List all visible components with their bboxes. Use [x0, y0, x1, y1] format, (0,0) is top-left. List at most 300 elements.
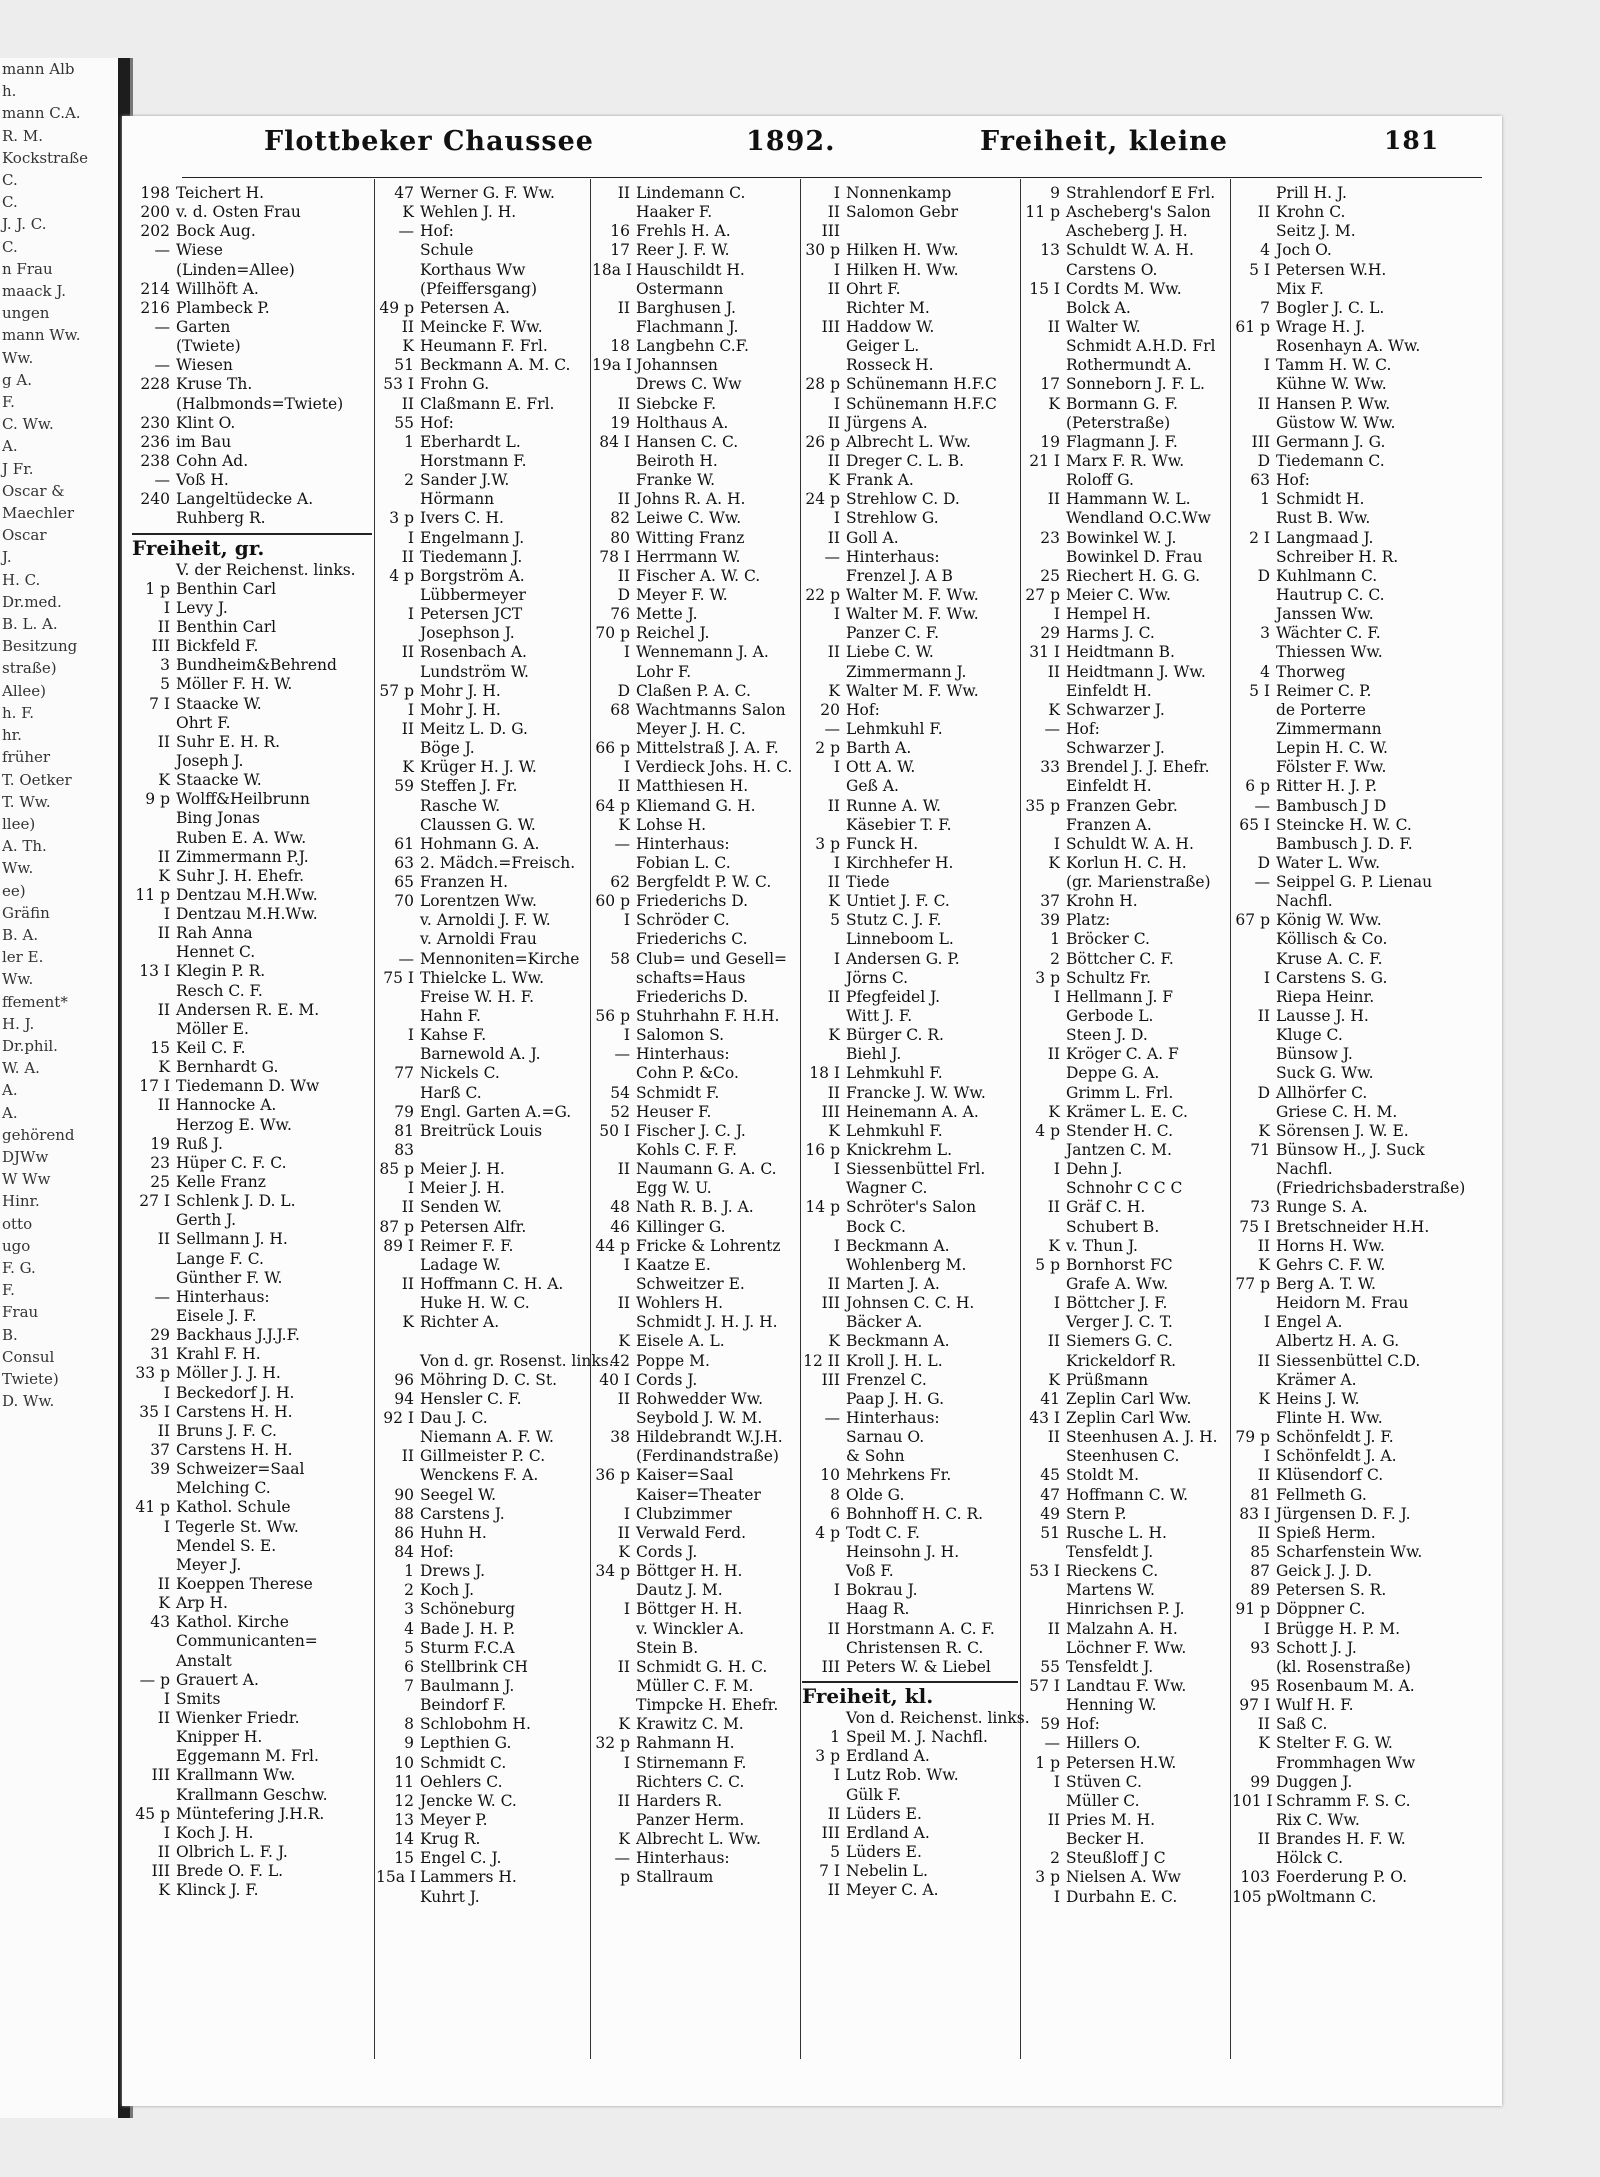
directory-entry [1022, 624, 1228, 643]
resident-name: Schünemann H.F.C [846, 394, 997, 413]
resident-name: Petersen W.H. [1276, 260, 1387, 279]
house-number: II [157, 732, 170, 751]
resident-name: Hoffmann C. W. [1066, 1485, 1189, 1504]
edge-fragment: hr. [2, 726, 22, 745]
directory-entry [592, 1677, 798, 1696]
house-number: 56 p [595, 1007, 630, 1026]
house-number [132, 982, 176, 1001]
resident-name: Prüßmann [1066, 1370, 1149, 1389]
resident-name: Böttcher J. F. [1066, 1294, 1168, 1313]
directory-entry [1232, 969, 1494, 988]
directory-entry [1232, 1141, 1494, 1160]
house-number [592, 988, 636, 1007]
directory-entry [802, 1256, 1018, 1275]
directory-entry [802, 854, 1018, 873]
directory-entry [1022, 1064, 1228, 1083]
house-number [592, 720, 636, 739]
directory-entry [592, 222, 798, 241]
house-number: II [1047, 1332, 1060, 1351]
directory-entry [132, 1728, 372, 1747]
directory-entry [376, 261, 588, 280]
house-number: 216 [140, 298, 170, 317]
house-number: II [1257, 1466, 1270, 1485]
house-number: II [617, 298, 630, 317]
resident-name: Zimmermann P.J. [176, 847, 309, 866]
house-number: 39 [1040, 911, 1060, 930]
house-number: 57 p [379, 681, 414, 700]
house-number [802, 1179, 846, 1198]
house-number: 6 [404, 1657, 414, 1676]
house-number: 38 [610, 1428, 630, 1447]
directory-entry [132, 733, 372, 752]
house-number: — [398, 949, 414, 968]
house-number: 15 [394, 1849, 414, 1868]
house-number [592, 280, 636, 299]
house-number: III [821, 1370, 840, 1389]
resident-name: Dau J. C. [420, 1409, 488, 1427]
house-number: 7 I [149, 694, 170, 713]
directory-entry [132, 1364, 372, 1383]
directory-entry [1232, 1849, 1494, 1868]
edge-fragment: J. [2, 548, 12, 567]
edge-fragment: R. M. [2, 126, 43, 145]
resident-name: Stutz C. J. F. [846, 911, 942, 930]
house-number: 78 I [599, 547, 630, 566]
resident-name: Tiede [846, 873, 890, 892]
directory-entry [1232, 1064, 1494, 1083]
directory-entry [592, 988, 798, 1007]
resident-name: Grimm L. Frl. [1066, 1083, 1174, 1102]
resident-name: Barghusen J. [636, 298, 736, 317]
resident-name: Biehl J. [846, 1045, 902, 1064]
resident-name: Janssen Ww. [1276, 605, 1374, 624]
edge-fragment: ler E. [2, 948, 44, 967]
house-number [376, 1428, 420, 1447]
directory-entry [132, 375, 372, 394]
directory-entry [132, 943, 372, 962]
resident-name: Hof: [1276, 471, 1310, 490]
house-number: 9 [1050, 184, 1060, 202]
directory-entry [376, 1677, 588, 1696]
directory-entry [376, 1562, 588, 1581]
resident-name: Tiedemann C. [1276, 451, 1385, 470]
edge-fragment: Frau [2, 1303, 39, 1322]
resident-name: Siessenbüttel Frl. [846, 1160, 986, 1179]
directory-entry [1232, 1313, 1494, 1332]
house-number: 1 p [1035, 1753, 1060, 1772]
directory-entry [376, 854, 588, 873]
house-number: II [1047, 1198, 1060, 1217]
directory-entry [132, 1881, 372, 1900]
house-number [376, 1466, 420, 1485]
resident-name: Kröger C. A. F [1066, 1045, 1179, 1064]
house-number [802, 1447, 846, 1466]
house-number [376, 1294, 420, 1313]
house-number [1232, 1103, 1276, 1122]
house-number [1022, 261, 1066, 280]
resident-name: Bock Aug. [176, 222, 256, 241]
house-number [1232, 1658, 1276, 1677]
house-number [132, 1211, 176, 1230]
edge-fragment: h. [2, 82, 17, 101]
header-year: 1892. [746, 126, 836, 157]
house-number: II [401, 1447, 414, 1466]
house-number [376, 280, 420, 299]
house-number: 1 [1260, 490, 1270, 509]
directory-entry [132, 490, 372, 509]
resident-name: Club= und Gesell= [636, 949, 788, 968]
resident-name: Franzen H. [420, 873, 509, 892]
directory-entry [1232, 261, 1494, 280]
directory-entry [1022, 1198, 1228, 1217]
edge-fragment: mann C.A. [2, 104, 81, 123]
resident-name: Haaker F. [636, 203, 713, 222]
house-number [1232, 1179, 1276, 1198]
directory-entry [1022, 1409, 1228, 1428]
directory-entry [802, 624, 1018, 643]
resident-name: Geiger L. [846, 337, 920, 356]
house-number: D [1257, 566, 1270, 585]
house-number: I [1053, 834, 1060, 853]
edge-fragment: C. [2, 193, 18, 212]
resident-name: Langeltüdecke A. [176, 490, 314, 509]
directory-entry [592, 1658, 798, 1677]
resident-name: v. d. Osten Frau [176, 203, 301, 222]
house-number: — [154, 317, 170, 336]
directory-entry [132, 1096, 372, 1115]
directory-entry [802, 471, 1018, 490]
resident-name: Runne A. W. [846, 796, 941, 815]
edge-fragment: mann Alb [2, 60, 75, 78]
directory-entry [802, 1620, 1018, 1639]
directory-entry [1232, 433, 1494, 452]
directory-entry [802, 643, 1018, 662]
resident-name: Joseph J. [176, 751, 244, 770]
resident-name: Flinte H. Ww. [1276, 1409, 1383, 1427]
resident-name: Bokrau J. [846, 1581, 918, 1600]
directory-entry [132, 675, 372, 694]
directory-entry [802, 930, 1018, 949]
resident-name: Carstens J. [420, 1504, 505, 1523]
resident-name: Holthaus A. [636, 413, 729, 432]
resident-name: Schott J. J. [1276, 1638, 1357, 1657]
directory-entry [802, 605, 1018, 624]
directory-entry [1022, 1390, 1228, 1409]
resident-name: Oehlers C. [420, 1772, 503, 1791]
house-number: 94 [394, 1389, 414, 1408]
resident-name: Heidorn M. Frau [1276, 1294, 1409, 1313]
house-number [132, 1786, 176, 1805]
house-number: K [828, 1332, 840, 1351]
directory-entry [802, 1141, 1018, 1160]
house-number: I [407, 700, 414, 719]
house-number [1232, 1332, 1276, 1351]
directory-entry [1232, 471, 1494, 490]
house-number: II [1047, 1428, 1060, 1447]
directory-entry [132, 203, 372, 222]
resident-name: Beindorf F. [420, 1696, 507, 1715]
directory-entry [592, 720, 798, 739]
edge-fragment: F. [2, 1281, 15, 1300]
directory-entry [802, 720, 1018, 739]
directory-entry [1022, 1084, 1228, 1103]
directory-entry [1022, 1103, 1228, 1122]
resident-name: Brede O. F. L. [176, 1862, 284, 1881]
directory-entry [132, 1537, 372, 1556]
house-number [376, 1045, 420, 1064]
resident-name: Wenckens F. A. [420, 1466, 539, 1485]
resident-name: Malzahn A. H. [1066, 1619, 1178, 1638]
house-number: K [1048, 394, 1060, 413]
resident-name: Todt C. F. [846, 1523, 920, 1542]
resident-name: Nebelin L. [846, 1862, 928, 1881]
directory-entry [802, 1084, 1018, 1103]
directory-entry [1232, 682, 1494, 701]
directory-entry [376, 471, 588, 490]
house-number: 95 [1250, 1676, 1270, 1695]
directory-entry [132, 618, 372, 637]
directory-entry [592, 873, 798, 892]
resident-name: Müller C. F. M. [636, 1676, 754, 1695]
house-number: 31 I [1029, 643, 1060, 662]
house-number [132, 1632, 176, 1651]
resident-name: Hof: [420, 413, 454, 432]
house-number [1022, 1352, 1066, 1371]
resident-name: Knickrehm L. [846, 1141, 953, 1160]
directory-entry [802, 969, 1018, 988]
resident-name: Schönfeldt J. F. [1276, 1428, 1394, 1447]
resident-name: Drews C. Ww [636, 375, 742, 394]
house-number [802, 567, 846, 586]
directory-entry [592, 701, 798, 720]
directory-entry [1022, 1505, 1228, 1524]
house-number: D [1257, 1083, 1270, 1102]
house-number: 61 [394, 834, 414, 853]
resident-name: Lüders E. [846, 1842, 922, 1861]
directory-entry [1022, 280, 1228, 299]
resident-name: Benthin Carl [176, 617, 277, 636]
house-number: 1 p [145, 579, 170, 598]
edge-fragment: h. F. [2, 703, 35, 722]
resident-name: König W. Ww. [1276, 911, 1382, 930]
resident-name: Wiese [176, 241, 223, 260]
resident-name: Meier C. Ww. [1066, 585, 1171, 604]
directory-entry [132, 1805, 372, 1824]
house-number: 20 [820, 700, 840, 719]
directory-entry [132, 471, 372, 490]
resident-name: Salomon S. [636, 1026, 725, 1045]
directory-entry [132, 414, 372, 433]
resident-name: Brendel J. J. Ehefr. [1066, 758, 1210, 777]
resident-name: Albrecht L. Ww. [846, 432, 971, 451]
resident-name: Thorweg [1276, 662, 1346, 681]
resident-name: Sarnau O. [846, 1428, 925, 1447]
directory-entry [1232, 1658, 1494, 1677]
resident-name: schafts=Haus [636, 968, 746, 987]
directory-entry [1232, 414, 1494, 433]
resident-name: v. Arnoldi Frau [420, 930, 537, 949]
house-number [376, 452, 420, 471]
resident-name: Hinterhaus: [176, 1287, 270, 1306]
resident-name: Zimmermann J. [846, 662, 967, 681]
edge-fragment: Consul [2, 1347, 55, 1366]
resident-name: Meier J. H. [420, 1179, 505, 1198]
resident-name: Schreiber H. R. [1276, 547, 1399, 566]
resident-name: Hinterhaus: [846, 1409, 940, 1427]
house-number: I [163, 1689, 170, 1708]
resident-name: Wolff&Heilbrunn [176, 790, 310, 809]
directory-entry [1232, 337, 1494, 356]
directory-entry [592, 1313, 798, 1332]
resident-name: Sander J.W. [420, 471, 510, 490]
resident-name: Müller C. [1066, 1791, 1140, 1810]
directory-entry [1232, 777, 1494, 796]
house-number: 64 p [595, 796, 630, 815]
directory-entry [132, 1709, 372, 1728]
directory-entry [802, 1390, 1018, 1409]
resident-name: Hörmann [420, 490, 495, 509]
directory-entry [376, 1122, 588, 1141]
resident-name: Krämer A. [1276, 1370, 1357, 1389]
house-number [592, 1313, 636, 1332]
resident-name: Baulmann J. [420, 1676, 515, 1695]
house-number [376, 490, 420, 509]
house-number [132, 395, 176, 414]
house-number: 27 I [139, 1192, 170, 1211]
directory-entry [592, 1811, 798, 1830]
directory-entry [802, 490, 1018, 509]
house-number: 58 [610, 949, 630, 968]
resident-name: 2. Mädch.=Freisch. [420, 853, 576, 872]
resident-name: Schwarzer J. [1066, 739, 1165, 758]
directory-entry [802, 261, 1018, 280]
directory-entry [1022, 1007, 1228, 1026]
resident-name: Verdieck Johs. H. C. [636, 758, 793, 777]
house-number [802, 1639, 846, 1658]
directory-entry [592, 1734, 798, 1753]
house-number: II [1047, 1619, 1060, 1638]
resident-name: Suhr J. H. Ehefr. [176, 866, 304, 885]
directory-entry [376, 280, 588, 299]
resident-name: Cohn P. &Co. [636, 1064, 739, 1083]
house-number: I [407, 1179, 414, 1198]
house-number: I [833, 1581, 840, 1600]
resident-name: Fischer A. W. C. [636, 566, 761, 585]
directory-entry [1232, 1218, 1494, 1237]
house-number [132, 1479, 176, 1498]
house-number: D [617, 681, 630, 700]
resident-name: Francke J. W. Ww. [846, 1083, 986, 1102]
directory-entry [376, 969, 588, 988]
house-number [802, 356, 846, 375]
house-number: 75 I [1239, 1217, 1270, 1236]
house-number: 2 [1050, 949, 1060, 968]
resident-name: Rosenbaum M. A. [1276, 1676, 1415, 1695]
edge-fragment: Ww. [2, 970, 34, 989]
directory-entry [1232, 1026, 1494, 1045]
resident-name: Kühne W. Ww. [1276, 375, 1387, 394]
directory-entry [592, 1543, 798, 1562]
directory-entry [376, 529, 588, 548]
house-number: 41 [1040, 1389, 1060, 1408]
directory-entry [592, 624, 798, 643]
resident-name: Bünsow H., J. Suck [1276, 1141, 1425, 1160]
resident-name: Lepin H. C. W. [1276, 739, 1388, 758]
resident-name: Duggen J. [1276, 1772, 1353, 1791]
house-number: II [617, 1523, 630, 1542]
resident-name: Strehlow C. D. [846, 490, 960, 509]
house-number: II [401, 317, 414, 336]
house-number: 22 p [805, 585, 840, 604]
edge-fragment: Maechler [2, 504, 75, 523]
house-number: 37 [1040, 892, 1060, 911]
directory-entry [802, 1639, 1018, 1658]
resident-name: Runge S. A. [1276, 1198, 1368, 1217]
resident-name: Heinemann A. A. [846, 1102, 979, 1121]
resident-name: Petersen A. [420, 298, 510, 317]
house-number [376, 1084, 420, 1103]
directory-entry [1022, 758, 1228, 777]
directory-entry [376, 950, 588, 969]
house-number: K [618, 1715, 630, 1734]
resident-name: Werner G. F. Ww. [420, 184, 555, 202]
directory-entry [1022, 988, 1228, 1007]
resident-name: Heins J. W. [1276, 1389, 1360, 1408]
house-number: II [617, 184, 630, 202]
directory-entry [592, 1294, 798, 1313]
resident-name: Bowinkel W. J. [1066, 528, 1177, 547]
resident-name: (Ferdinandstraße) [636, 1447, 779, 1466]
directory-entry [132, 1192, 372, 1211]
resident-name: Liebe C. W. [846, 643, 934, 662]
resident-name: Kluge C. [1276, 1026, 1343, 1045]
house-number [376, 586, 420, 605]
resident-name: Petersen S. R. [1276, 1581, 1387, 1600]
directory-entry [1022, 337, 1228, 356]
resident-name: Bretschneider H.H. [1276, 1217, 1430, 1236]
resident-name: Eberhardt L. [420, 432, 521, 451]
directory-entry [592, 1773, 798, 1792]
house-number: 5 p [1035, 1255, 1060, 1274]
house-number: 89 I [383, 1236, 414, 1255]
resident-name [420, 1141, 588, 1160]
resident-name: Krämer L. E. C. [1066, 1102, 1188, 1121]
directory-entry [376, 1811, 588, 1830]
resident-name: Langbehn C.F. [636, 337, 749, 356]
directory-entry [802, 414, 1018, 433]
house-number [802, 1256, 846, 1275]
house-number [802, 1045, 846, 1064]
house-number: I [1263, 356, 1270, 375]
house-number: II [827, 279, 840, 298]
house-number [1022, 1830, 1066, 1849]
resident-name: Frenzel C. [846, 1370, 927, 1389]
resident-name: Wachtmanns Salon [636, 700, 786, 719]
resident-name: Langmaad J. [1276, 528, 1374, 547]
directory-entry [592, 1600, 798, 1619]
resident-name: Lepthien G. [420, 1734, 512, 1753]
house-number [1022, 1141, 1066, 1160]
resident-name: Pfegfeidel J. [846, 987, 941, 1006]
directory-entry [592, 930, 798, 949]
resident-name: Schmidt H. [1276, 490, 1365, 509]
resident-name: Water L. Ww. [1276, 853, 1380, 872]
resident-name: Kuhrt J. [420, 1887, 480, 1906]
directory-entry [802, 1237, 1018, 1256]
resident-name: Bürger C. R. [846, 1026, 944, 1045]
directory-entry [132, 1613, 372, 1632]
resident-name: Huhn H. [420, 1523, 487, 1542]
